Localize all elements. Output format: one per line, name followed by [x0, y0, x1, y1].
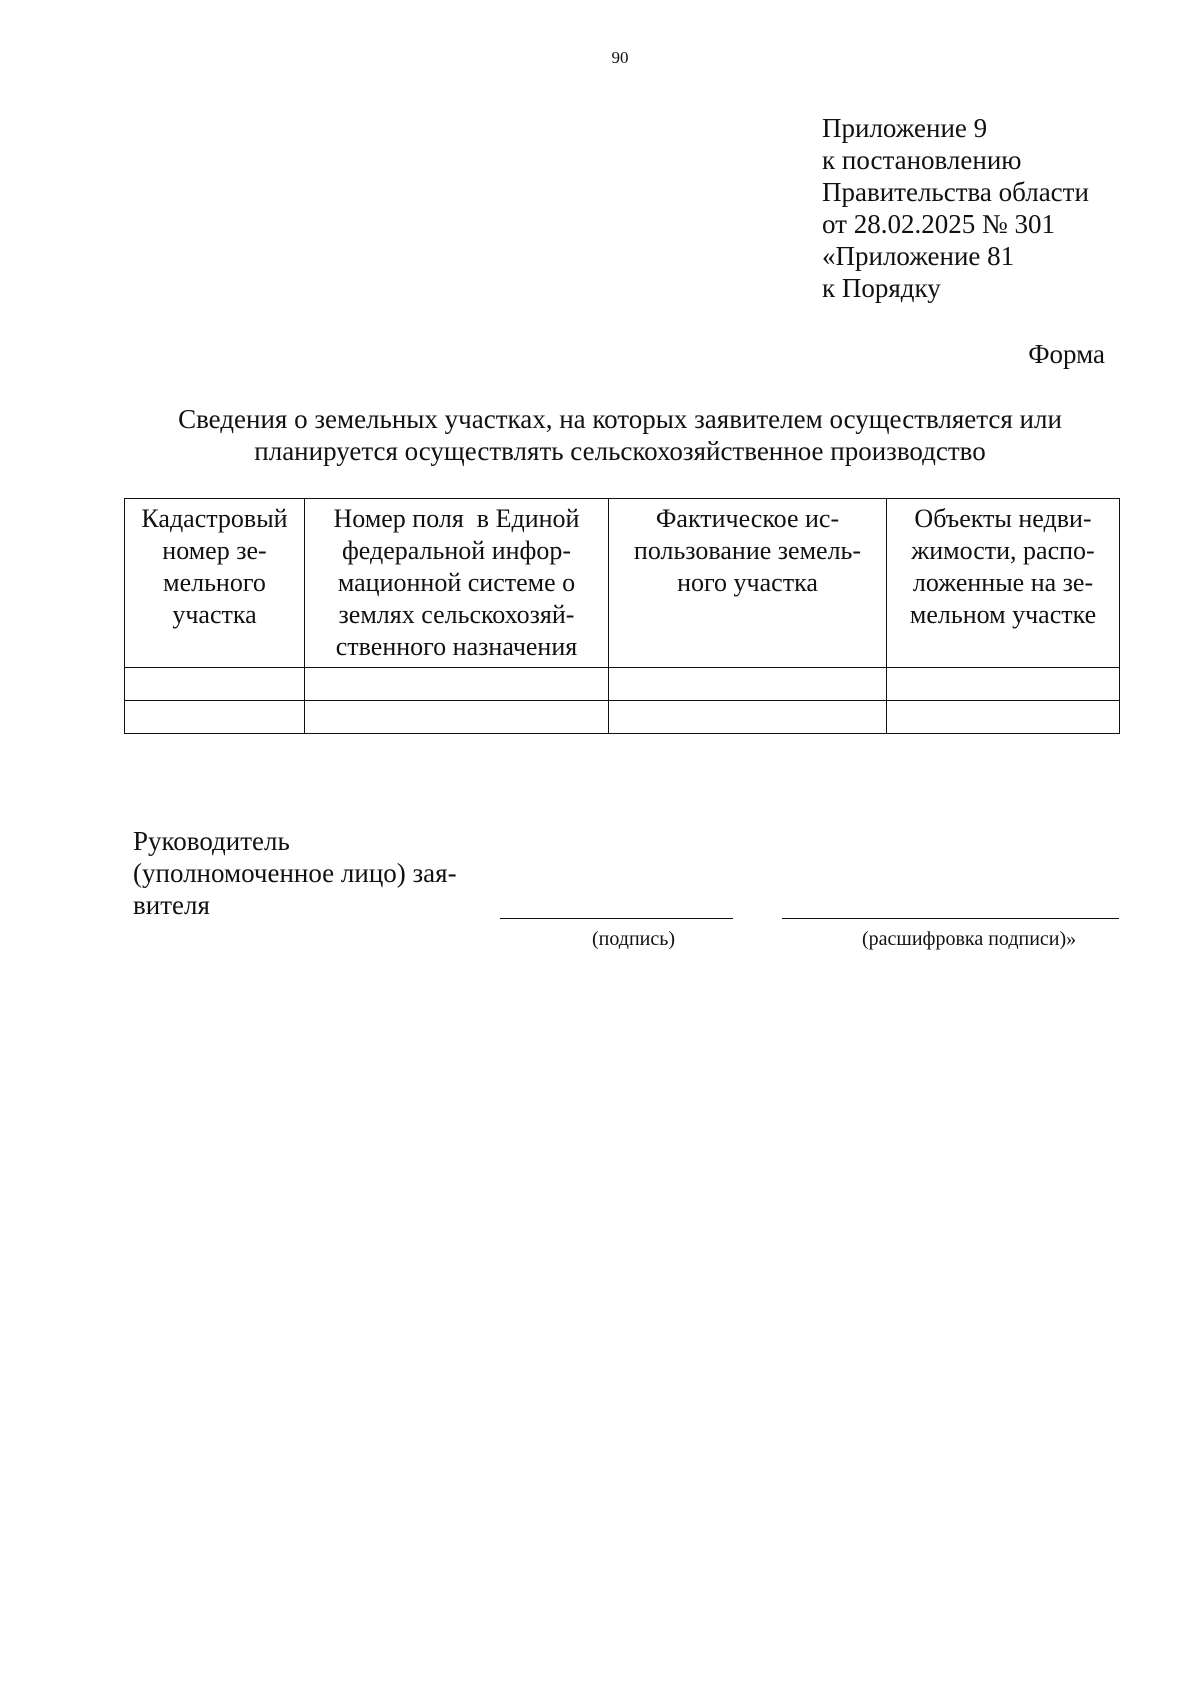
table-cell	[305, 701, 609, 734]
column-header-real-estate-objects: Объекты недви- жимости, распо- ложенные на зе- мельном участке	[887, 499, 1120, 668]
appendix-line: к постановлению	[822, 145, 1022, 175]
document-title-line: Сведения о земельных участках, на которых заявителем осуществляется или	[178, 404, 1062, 434]
signature-decoding-line	[782, 918, 1119, 919]
column-header-cadastral-number: Кадастровый номер зе- мельного участка	[125, 499, 305, 668]
table-cell	[887, 701, 1120, 734]
form-label: Форма	[1028, 339, 1105, 369]
table-cell	[609, 701, 887, 734]
appendix-block	[822, 112, 1089, 304]
table-cell	[887, 668, 1120, 701]
appendix-line: Правительства области	[822, 177, 1089, 207]
document-title-line: планируется осуществлять сельскохозяйственное производство	[254, 436, 986, 466]
head-label-line: вителя	[133, 890, 210, 920]
appendix-line: Приложение 9	[822, 113, 988, 143]
appendix-line: «Приложение 81	[822, 241, 1015, 271]
table-cell	[609, 668, 887, 701]
table-cell	[125, 701, 305, 734]
signature-line	[500, 918, 733, 919]
signature-caption: (подпись)	[592, 928, 676, 950]
signature-decoding-caption: (расшифровка подписи)»	[862, 928, 1077, 950]
document-title	[125, 403, 1115, 467]
head-label-line: Руководитель	[133, 826, 290, 856]
table-cell	[125, 668, 305, 701]
table-row	[125, 668, 1120, 701]
table-row	[125, 701, 1120, 734]
head-label	[133, 825, 457, 921]
page-number: 90	[611, 48, 629, 67]
table-cell	[305, 668, 609, 701]
land-plots-table	[124, 498, 1120, 734]
column-header-field-number: Номер поля в Единой федеральной инфор- мационной системе о землях сельскохозяй- ственного назначения	[305, 499, 609, 668]
head-label-line: (уполномоченное лицо) зая-	[133, 858, 457, 888]
appendix-line: от 28.02.2025 № 301	[822, 209, 1055, 239]
appendix-line: к Порядку	[822, 273, 941, 303]
column-header-actual-use: Фактическое ис- пользование земель- ного участка	[609, 499, 887, 668]
table-header-row	[125, 499, 1120, 668]
